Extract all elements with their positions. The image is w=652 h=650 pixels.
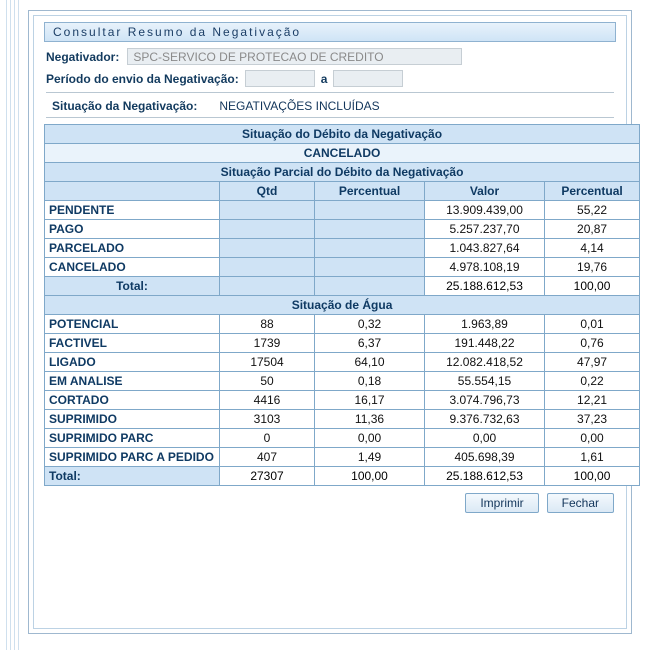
agua-band-row <box>45 296 640 315</box>
row-percentual-2: 0,22 <box>545 372 640 391</box>
total-valor: 25.188.612,53 <box>425 467 545 486</box>
negativador-value: SPC-SERVICO DE PROTECAO DE CREDITO <box>127 48 462 65</box>
total-percentual-1 <box>315 277 425 296</box>
row-qtd: 407 <box>220 448 315 467</box>
table-row <box>45 220 640 239</box>
row-percentual-1: 0,32 <box>315 315 425 334</box>
row-valor: 13.909.439,00 <box>425 201 545 220</box>
row-qtd: 17504 <box>220 353 315 372</box>
row-label: PARCELADO <box>45 239 220 258</box>
debito-total-row <box>45 277 640 296</box>
debito-band-title: Situação do Débito da Negativação <box>45 125 640 144</box>
row-valor: 12.082.418,52 <box>425 353 545 372</box>
button-bar <box>44 493 616 513</box>
periodo-to-field[interactable] <box>333 70 403 87</box>
row-percentual-2: 37,23 <box>545 410 640 429</box>
row-percentual-1: 0,00 <box>315 429 425 448</box>
close-button[interactable]: Fechar <box>547 493 614 513</box>
periodo-from-field[interactable] <box>245 70 315 87</box>
col-header-blank <box>45 182 220 201</box>
row-qtd: 50 <box>220 372 315 391</box>
row-label: POTENCIAL <box>45 315 220 334</box>
dialog-content <box>33 15 627 629</box>
row-percentual-2: 4,14 <box>545 239 640 258</box>
row-percentual-2: 55,22 <box>545 201 640 220</box>
agua-total-row <box>45 467 640 486</box>
table-row <box>45 410 640 429</box>
row-qtd <box>220 220 315 239</box>
debito-band-value: CANCELADO <box>45 144 640 163</box>
row-percentual-1: 64,10 <box>315 353 425 372</box>
table-row <box>45 201 640 220</box>
row-percentual-2: 0,00 <box>545 429 640 448</box>
row-label: SUPRIMIDO <box>45 410 220 429</box>
periodo-separator: a <box>320 71 328 86</box>
divider-bottom <box>46 117 614 118</box>
row-valor: 405.698,39 <box>425 448 545 467</box>
row-percentual-2: 12,21 <box>545 391 640 410</box>
situacao-value: NEGATIVAÇÕES INCLUÍDAS <box>219 99 380 113</box>
row-label: CANCELADO <box>45 258 220 277</box>
row-percentual-1: 16,17 <box>315 391 425 410</box>
negativador-label: Negativador: <box>46 49 120 64</box>
row-label: PENDENTE <box>45 201 220 220</box>
table-row <box>45 315 640 334</box>
print-button[interactable]: Imprimir <box>465 493 538 513</box>
page-title: Consultar Resumo da Negativação <box>53 25 302 39</box>
row-percentual-2: 20,87 <box>545 220 640 239</box>
row-percentual-2: 0,76 <box>545 334 640 353</box>
row-qtd: 3103 <box>220 410 315 429</box>
row-label: CORTADO <box>45 391 220 410</box>
row-percentual-1 <box>315 258 425 277</box>
row-label: SUPRIMIDO PARC <box>45 429 220 448</box>
row-percentual-2: 0,01 <box>545 315 640 334</box>
row-label: FACTIVEL <box>45 334 220 353</box>
total-valor: 25.188.612,53 <box>425 277 545 296</box>
table-row <box>45 372 640 391</box>
table-row <box>45 391 640 410</box>
decorative-stripes <box>0 0 28 650</box>
debito-parcial-band-row <box>45 163 640 182</box>
situacao-row <box>46 99 614 113</box>
filter-form <box>44 42 616 118</box>
resumo-table <box>44 124 640 486</box>
row-label: EM ANALISE <box>45 372 220 391</box>
row-valor: 1.043.827,64 <box>425 239 545 258</box>
row-qtd: 1739 <box>220 334 315 353</box>
row-valor: 4.978.108,19 <box>425 258 545 277</box>
row-valor: 1.963,89 <box>425 315 545 334</box>
row-percentual-1: 6,37 <box>315 334 425 353</box>
table-row <box>45 334 640 353</box>
row-percentual-1: 1,49 <box>315 448 425 467</box>
col-header-percentual-2: Percentual <box>545 182 640 201</box>
col-header-percentual-1: Percentual <box>315 182 425 201</box>
situacao-label: Situação da Negativação: <box>52 99 198 113</box>
row-valor: 9.376.732,63 <box>425 410 545 429</box>
row-valor: 0,00 <box>425 429 545 448</box>
divider-top <box>46 92 614 93</box>
row-qtd <box>220 239 315 258</box>
table-row <box>45 239 640 258</box>
row-qtd <box>220 258 315 277</box>
column-header-row <box>45 182 640 201</box>
row-percentual-1 <box>315 220 425 239</box>
agua-band-title: Situação de Água <box>45 296 640 315</box>
row-valor: 3.074.796,73 <box>425 391 545 410</box>
row-label: SUPRIMIDO PARC A PEDIDO <box>45 448 220 467</box>
dialog-window <box>28 10 632 634</box>
debito-value-row <box>45 144 640 163</box>
row-percentual-1: 0,18 <box>315 372 425 391</box>
row-valor: 191.448,22 <box>425 334 545 353</box>
total-label: Total: <box>45 467 220 486</box>
window-title-bar <box>44 22 616 42</box>
col-header-qtd: Qtd <box>220 182 315 201</box>
debito-parcial-title: Situação Parcial do Débito da Negativação <box>45 163 640 182</box>
negativador-row <box>46 48 614 65</box>
row-percentual-1: 11,36 <box>315 410 425 429</box>
row-label: PAGO <box>45 220 220 239</box>
row-valor: 5.257.237,70 <box>425 220 545 239</box>
col-header-valor: Valor <box>425 182 545 201</box>
row-qtd <box>220 201 315 220</box>
debito-band-row <box>45 125 640 144</box>
row-qtd: 88 <box>220 315 315 334</box>
row-percentual-2: 19,76 <box>545 258 640 277</box>
row-qtd: 4416 <box>220 391 315 410</box>
row-percentual-1 <box>315 239 425 258</box>
total-label: Total: <box>45 277 220 296</box>
total-percentual-1: 100,00 <box>315 467 425 486</box>
table-row <box>45 353 640 372</box>
total-qtd: 27307 <box>220 467 315 486</box>
periodo-label: Período do envio da Negativação: <box>46 71 239 86</box>
row-label: LIGADO <box>45 353 220 372</box>
table-row <box>45 429 640 448</box>
row-percentual-1 <box>315 201 425 220</box>
total-percentual-2: 100,00 <box>545 277 640 296</box>
total-percentual-2: 100,00 <box>545 467 640 486</box>
row-percentual-2: 1,61 <box>545 448 640 467</box>
total-qtd <box>220 277 315 296</box>
periodo-row <box>46 70 614 87</box>
table-row <box>45 258 640 277</box>
row-percentual-2: 47,97 <box>545 353 640 372</box>
row-valor: 55.554,15 <box>425 372 545 391</box>
row-qtd: 0 <box>220 429 315 448</box>
table-row <box>45 448 640 467</box>
